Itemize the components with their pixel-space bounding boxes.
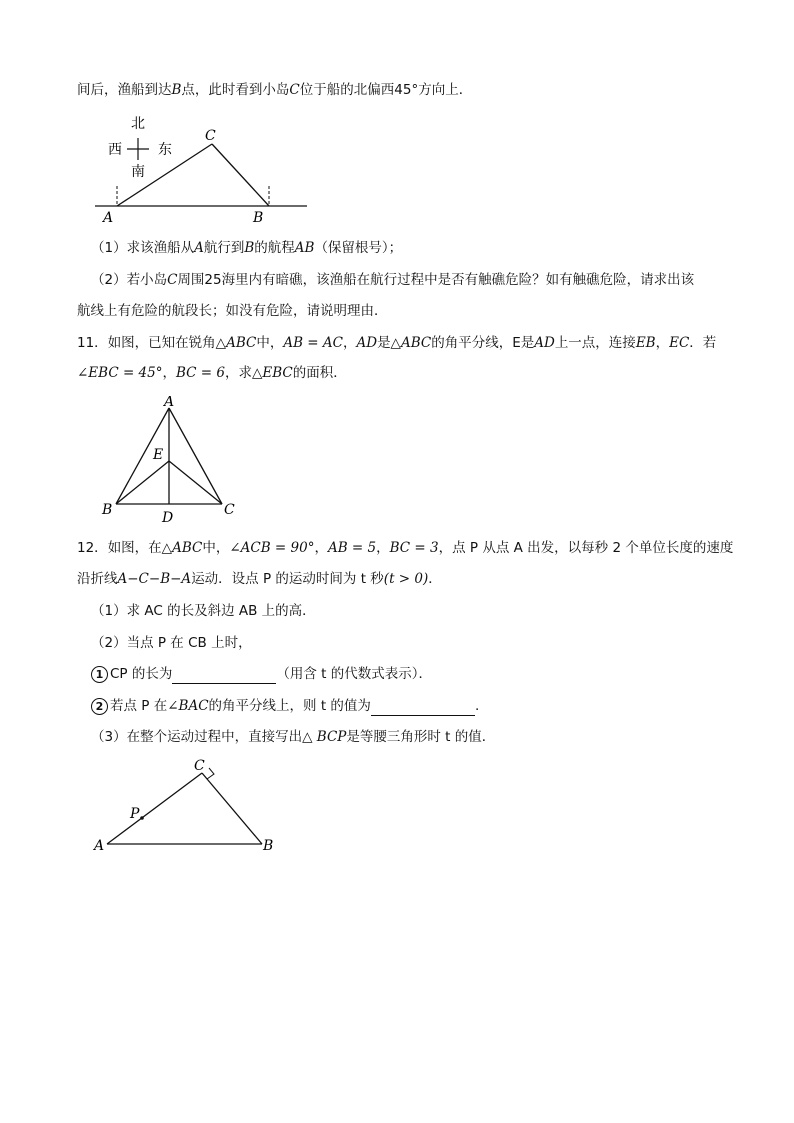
q11-ad-1: AD (356, 335, 378, 351)
q12-circled-2: 2 (91, 698, 108, 715)
q12-text-4: ， (376, 540, 390, 556)
q12-bc-eq: BC = 3 (389, 540, 439, 556)
q10-sub1-text-b: 航行到 (203, 240, 245, 256)
q11-label-d: D (162, 510, 174, 526)
q12-label-a: A (94, 838, 105, 854)
q11-text-1: 如图，已知在锐角△ (107, 335, 227, 351)
q11-abc-2: ABC (400, 335, 432, 351)
q10-label-b: B (253, 210, 264, 226)
q11-text-8: ．若 (689, 335, 717, 351)
q12-path: A−C−B−A (117, 571, 192, 587)
q10-intro-text-c: 位于船的北偏西45°方向上． (299, 82, 473, 98)
q12-sub3-text-a: （3）在整个运动过程中，直接写出 (91, 729, 303, 745)
compass-west-label: 西 (108, 142, 122, 158)
q12-sub2-text: （2）当点 P 在 CB 上时， (91, 635, 252, 651)
q12-text-5: ，点 P 从点 A 出发，以每秒 2 个单位长度的速度 (438, 540, 734, 556)
q12-line1 (77, 538, 733, 558)
q10-sub2-point-c: C (167, 272, 178, 288)
q11-label-e: E (153, 447, 164, 463)
q12-sub1-text: （1）求 AC 的长及斜边 AB 上的高． (91, 603, 316, 619)
q11-text-4: 是△ (377, 335, 401, 351)
q12-sub3-line (91, 727, 495, 747)
q12-l2-text-b: 运动．设点 P 的运动时间为 t 秒 (191, 571, 384, 587)
q12-side-ac (107, 773, 202, 844)
q10-sub2-line2 (77, 301, 388, 321)
q10-sub2-text-line2: 航线上有危险的航段长；如没有危险，请说明理由． (77, 303, 388, 319)
q12-label-b: B (263, 838, 274, 854)
q10-intro-point-c: C (289, 82, 300, 98)
q10-intro-text-a: 间后，渔船到达 (77, 82, 172, 98)
q10-intro-line (77, 80, 472, 100)
q12-c1-text-a: CP 的长为 (110, 666, 173, 682)
q12-right-angle-mark (207, 768, 214, 779)
q12-ab-eq: AB = 5 (327, 540, 377, 556)
q12-l2-text-c: ． (428, 571, 442, 587)
q11-line1 (77, 333, 716, 353)
q11-number: 11． (77, 335, 108, 351)
compass-east-label: 东 (158, 142, 172, 158)
q11-abc-1: ABC (226, 335, 257, 351)
q12-point-p (140, 816, 144, 820)
q12-c1-line (91, 664, 432, 684)
q10-sub1-line (91, 238, 402, 258)
q11-l2-text-a: ， (162, 365, 176, 381)
q11-text-6: 上一点，连接 (554, 335, 636, 351)
q11-label-b: B (102, 502, 113, 518)
q10-sub1-point-a: A (194, 240, 204, 256)
q10-sub2-line (91, 270, 694, 290)
q10-sub1-text-d: （保留根号）； (314, 240, 403, 256)
q10-sub1-point-b: B (244, 240, 255, 256)
q11-label-a: A (164, 396, 175, 410)
q11-figure (96, 396, 246, 526)
q12-sub2-line (91, 633, 252, 653)
q11-ebc: EBC (262, 365, 293, 381)
q11-side-ac (169, 408, 222, 504)
q11-text-7: ， (655, 335, 670, 351)
q12-text-2: 中， (202, 540, 230, 556)
q12-c2-answer-blank[interactable] (371, 699, 475, 716)
q10-sub1-text-a: （1）求该渔船从 (91, 240, 195, 256)
q10-sub1-ab: AB (294, 240, 315, 256)
q12-c2-line (91, 696, 479, 716)
q11-angle-ebc: ∠EBC = 45° (77, 365, 163, 381)
q12-figure (90, 752, 290, 862)
q12-angle-bac: ∠BAC (167, 698, 209, 714)
q12-line2 (77, 569, 442, 589)
q11-label-c: C (224, 502, 235, 518)
q10-label-a: A (103, 210, 114, 226)
q12-c2-text-b: 的角平分线上，则 t 的值为 (208, 698, 371, 714)
q12-text-1: 如图，在△ (107, 540, 173, 556)
q12-l2-text-a: 沿折线 (77, 571, 118, 587)
q11-eb: EB (635, 335, 656, 351)
q12-c2-text-a: 若点 P 在 (110, 698, 168, 714)
q12-side-cb (202, 773, 262, 844)
q12-angle-acb: ∠ACB = 90° (229, 540, 315, 556)
q12-abc: ABC (172, 540, 203, 556)
q10-figure (85, 108, 315, 228)
q11-ab-eq-ac: AB = AC (283, 335, 343, 351)
q11-l2-text-b: ，求△ (224, 365, 263, 381)
q12-text-3: ， (314, 540, 328, 556)
q12-c1-text-b: （用含 t 的代数式表示）． (276, 666, 432, 682)
q11-ad-2: AD (534, 335, 555, 351)
q10-intro-point-b: B (171, 82, 182, 98)
q12-c2-text-c: . (474, 698, 480, 714)
q11-line2 (77, 363, 347, 383)
compass-south-label: 南 (131, 164, 145, 180)
q12-c1-answer-blank[interactable] (172, 667, 276, 684)
q12-sub1-line (91, 601, 316, 621)
q11-l2-text-c: 的面积． (292, 365, 347, 381)
q12-sub3-text-b: 是等腰三角形时 t 的值． (346, 729, 496, 745)
q10-label-c: C (205, 128, 216, 144)
compass-north-label: 北 (131, 116, 145, 132)
q11-segment-eb (116, 461, 169, 504)
q12-label-c: C (194, 758, 205, 774)
q11-ec: EC (669, 335, 690, 351)
q12-condition: (t > 0) (383, 571, 429, 587)
q12-circled-1: 1 (91, 666, 108, 683)
q11-text-3: ， (342, 335, 357, 351)
q11-bc-eq: BC = 6 (176, 365, 225, 381)
q10-side-cb (212, 144, 269, 206)
q10-sub2-text-b: 周围25海里内有暗礁，该渔船在航行过程中是否有触礁危险？如有触礁危险，请求出该 (177, 272, 695, 288)
q12-triangle-bcp: △ BCP (302, 729, 347, 745)
q12-number: 12． (77, 540, 108, 556)
q10-sub1-text-c: 的航程 (254, 240, 295, 256)
q12-label-p: P (130, 806, 140, 822)
q10-intro-text-b: 点，此时看到小岛 (181, 82, 290, 98)
q11-text-5: 的角平分线，E是 (431, 335, 535, 351)
q11-text-2: 中， (256, 335, 284, 351)
q10-sub2-text-a: （2）若小岛 (91, 272, 168, 288)
q11-segment-ec (169, 461, 222, 504)
